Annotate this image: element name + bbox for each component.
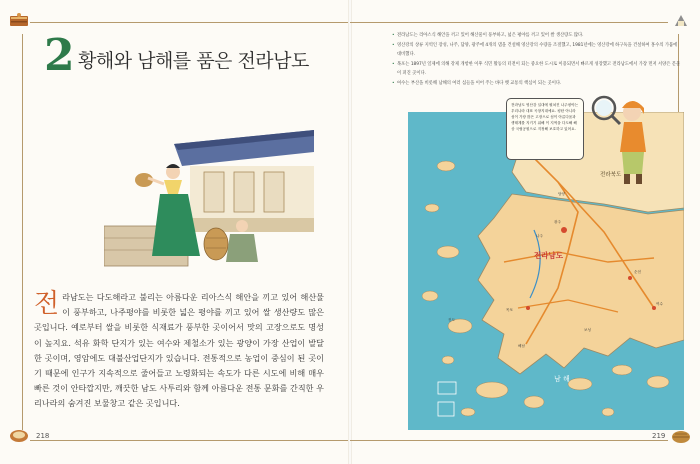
side-rule [22,34,23,430]
map-city: 여수 [656,302,663,306]
drum-ornament-icon [8,428,30,444]
map-label-north: 전라북도 [600,172,622,178]
explorer-girl-magnifier-icon [590,88,654,188]
chapter-number: 2 [44,30,75,81]
basket-ornament-icon [670,428,692,444]
key-points-list [392,32,682,90]
key-point: • 목포는 1897년 일제에 의해 강제 개항한 이후 식민 활동의 터전이 되는 중요한 도시로 이용되면서 빠르게 성장했고 전라남도에서 가장 먼저 서양은 문물이 퍼진 곳이다. [392,62,681,76]
bottom-rule-right [350,440,668,441]
map-city: 나주 [536,234,543,238]
speech-callout: 전라남도 영산강 일대에 펼쳐진 나주평야는 우리나라 대표 곡창지대예요. 평탄 아니라 섬이 가장 많은 고장으로 섬이 아름다움과 생태계를 지키기 위해 이 지역을 다도해 해상 국립공원으로 지정해 보호하고 있어요. [506,98,584,160]
map-city: 진도 [448,318,455,322]
body-paragraph [34,290,324,412]
map-label-sea: 남 해 [554,375,570,383]
top-rule [30,22,350,23]
page-number-left: 218 [36,432,50,440]
key-point: • 전라남도는 리아스식 해안을 끼고 있어 해산물이 풍부하고, 넓은 평야를 끼고 있어 쌀 생산량도 많다. [392,33,584,38]
map-label-main: 전라남도 [534,251,563,260]
lantern-ornament-icon [670,12,692,28]
map-city: 해남 [518,344,525,348]
top-rule-right [350,22,668,23]
map-city: 광주 [554,220,561,224]
page-number-right: 219 [652,432,666,440]
map-city: 목포 [506,308,513,312]
chapter-title: 황해와 남해를 품은 전라남도 [78,50,309,72]
bottom-rule [30,440,350,441]
key-point: • 영산강의 상류 지역인 장성, 나주, 담양, 광주에 4개의 댐을 건설해 영산강의 수량을 조절했고, 1981년에는 영산강에 하구둑을 건설하여 홍수의 가뭄에 대비했다. [392,43,678,57]
drop-cap: 전 [34,289,60,319]
body-text: 라남도는 다도해라고 불리는 아름다운 리아스식 해안을 끼고 있어 해산물이 풍부하고, 나주평야를 비롯한 넓은 평야를 끼고 있어 쌀 생산량도 많은 곳입니다. 예로부터 쌀을 비롯한 식재료가 풍부한 곳이어서 맛의 고장으로도 명성이 높지요. 석유 화학 단지가 있는 여수와 제철소가 있는 광양이 가장 산업이 발달한 곳이며, 영암에도 대불산업단지가 있습니다. 전통적으로 농업이 중심이 된 곳이기 때문에 인구가 지속적으로 줄어들고 노령화되는 속도가 다른 시도에 비해 매우 빠른 것이 안타깝지만, 깨끗한 남도 사투리와 함께 아름다운 전통 문화를 간직한 우리나라의 숨겨진 보물창고 같은 곳입니다. [34,292,324,409]
hanok-women-illustration [104,122,314,272]
map-city: 보성 [584,328,591,332]
key-point: • 여수는 부산을 비롯해 남해의 여러 섬들을 이어 주는 바다 뱃 교통의 핵심이 되는 곳이다. [392,81,562,87]
map-city: 순천 [634,270,641,274]
map-city: 담양 [558,192,565,196]
book-ornament-icon [8,12,30,28]
